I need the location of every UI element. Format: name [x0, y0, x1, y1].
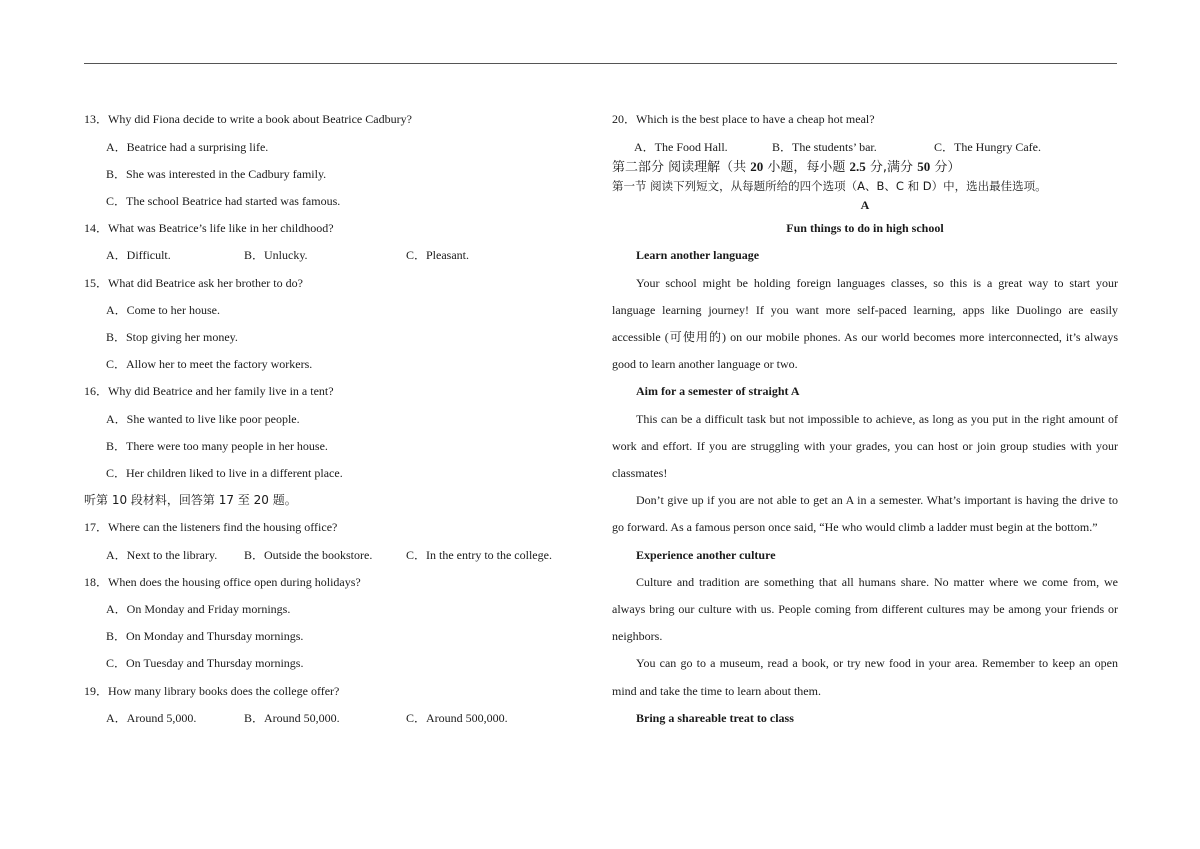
heading-shareable-treat: Bring a shareable treat to class [636, 711, 794, 725]
p3-line-1: Don’t give up if you are not able to get an A in a semester. What’s important is having the drive to [636, 493, 1118, 507]
heading-straight-a: Aim for a semester of straight A [636, 384, 800, 398]
q17-option-b: B．Outside the bookstore. [244, 548, 373, 562]
p1-line-2: language learning journey! If you want more self-paced learning, apps like Duolingo are easily [612, 303, 1118, 317]
q19-option-c: C．Around 500,000. [406, 711, 508, 725]
question-14-stem: 14．What was Beatrice’s life like in her childhood? [84, 221, 334, 235]
passage-letter: A [860, 198, 870, 212]
q19-option-b: B．Around 50,000. [244, 711, 340, 725]
q16-option-c: C．Her children liked to live in a different place. [106, 466, 343, 480]
q18-option-c: C．On Tuesday and Thursday mornings. [106, 656, 304, 670]
q20-option-c: C．The Hungry Cafe. [934, 140, 1041, 154]
question-15-stem: 15．What did Beatrice ask her brother to do? [84, 276, 303, 290]
q16-option-a: A．She wanted to live like poor people. [106, 412, 300, 426]
heading-experience-culture: Experience another culture [636, 548, 776, 562]
p4-line-2: always bring our culture with us. People coming from different cultures may be among your friends or [612, 602, 1118, 616]
p4-line-1: Culture and tradition are something that all humans share. No matter where we come from, we [636, 575, 1118, 589]
question-13-stem: 13．Why did Fiona decide to write a book about Beatrice Cadbury? [84, 112, 412, 126]
p1-line-1: Your school might be holding foreign languages classes, so this is a great way to start your [636, 276, 1118, 290]
q18-option-b: B．On Monday and Thursday mornings. [106, 629, 304, 643]
p2-line-3: classmates! [612, 466, 668, 480]
q13-option-c: C．The school Beatrice had started was famous. [106, 194, 341, 208]
q16-option-b: B．There were too many people in her house. [106, 439, 328, 453]
question-18-stem: 18．When does the housing office open during holidays? [84, 575, 361, 589]
p5-line-2: mind and take the time to learn about them. [612, 684, 821, 698]
q13-option-b: B．She was interested in the Cadbury family. [106, 167, 327, 181]
question-17-stem: 17．Where can the listeners find the housing office? [84, 520, 338, 534]
p2-line-2: work and effort. If you are struggling with your grades, you can host or join group studies with your [612, 439, 1118, 453]
q17-option-a: A．Next to the library. [106, 548, 218, 562]
q20-option-a: A．The Food Hall. [634, 140, 728, 154]
q17-option-c: C．In the entry to the college. [406, 548, 552, 562]
p3-line-2: go forward. As a famous person once said, “He who would climb a ladder must begin at the bottom.” [612, 520, 1098, 534]
section-note: 听第 10 段材料，回答第 17 至 20 题。 [84, 493, 297, 507]
q14-option-b: B．Unlucky. [244, 248, 308, 262]
p4-line-3: neighbors. [612, 629, 663, 643]
q20-option-b: B．The students’ bar. [772, 140, 877, 154]
q14-option-a: A．Difficult. [106, 248, 171, 262]
q18-option-a: A．On Monday and Friday mornings. [106, 602, 291, 616]
q19-option-a: A．Around 5,000. [106, 711, 197, 725]
p5-line-1: You can go to a museum, read a book, or try new food in your area. Remember to keep an open [636, 656, 1118, 670]
section1-instructions: 第一节 阅读下列短文，从每题所给的四个选项（A、B、C 和 D）中，选出最佳选项。 [612, 179, 1047, 193]
q15-option-c: C．Allow her to meet the factory workers. [106, 357, 313, 371]
q15-option-a: A．Come to her house. [106, 303, 220, 317]
question-20-stem: 20．Which is the best place to have a cheap hot meal? [612, 112, 875, 126]
q13-option-a: A．Beatrice had a surprising life. [106, 140, 269, 154]
q14-option-c: C．Pleasant. [406, 248, 469, 262]
part2-heading: 第二部分 阅读理解（共 20 小题，每小题 2.5 分,满分 50 分） [612, 159, 961, 175]
heading-learn-language: Learn another language [636, 248, 760, 262]
question-19-stem: 19．How many library books does the college offer? [84, 684, 340, 698]
p1-line-3: accessible (可使用的) on our mobile phones. As our world becomes more interconnected, it’s always [612, 330, 1118, 344]
header-rule [84, 63, 1117, 64]
p2-line-1: This can be a difficult task but not impossible to achieve, as long as you put in the right amount of [636, 412, 1118, 426]
question-16-stem: 16．Why did Beatrice and her family live in a tent? [84, 384, 334, 398]
p1-line-4: good to learn another language or two. [612, 357, 798, 371]
q15-option-b: B．Stop giving her money. [106, 330, 238, 344]
passage-title: Fun things to do in high school [786, 221, 944, 235]
